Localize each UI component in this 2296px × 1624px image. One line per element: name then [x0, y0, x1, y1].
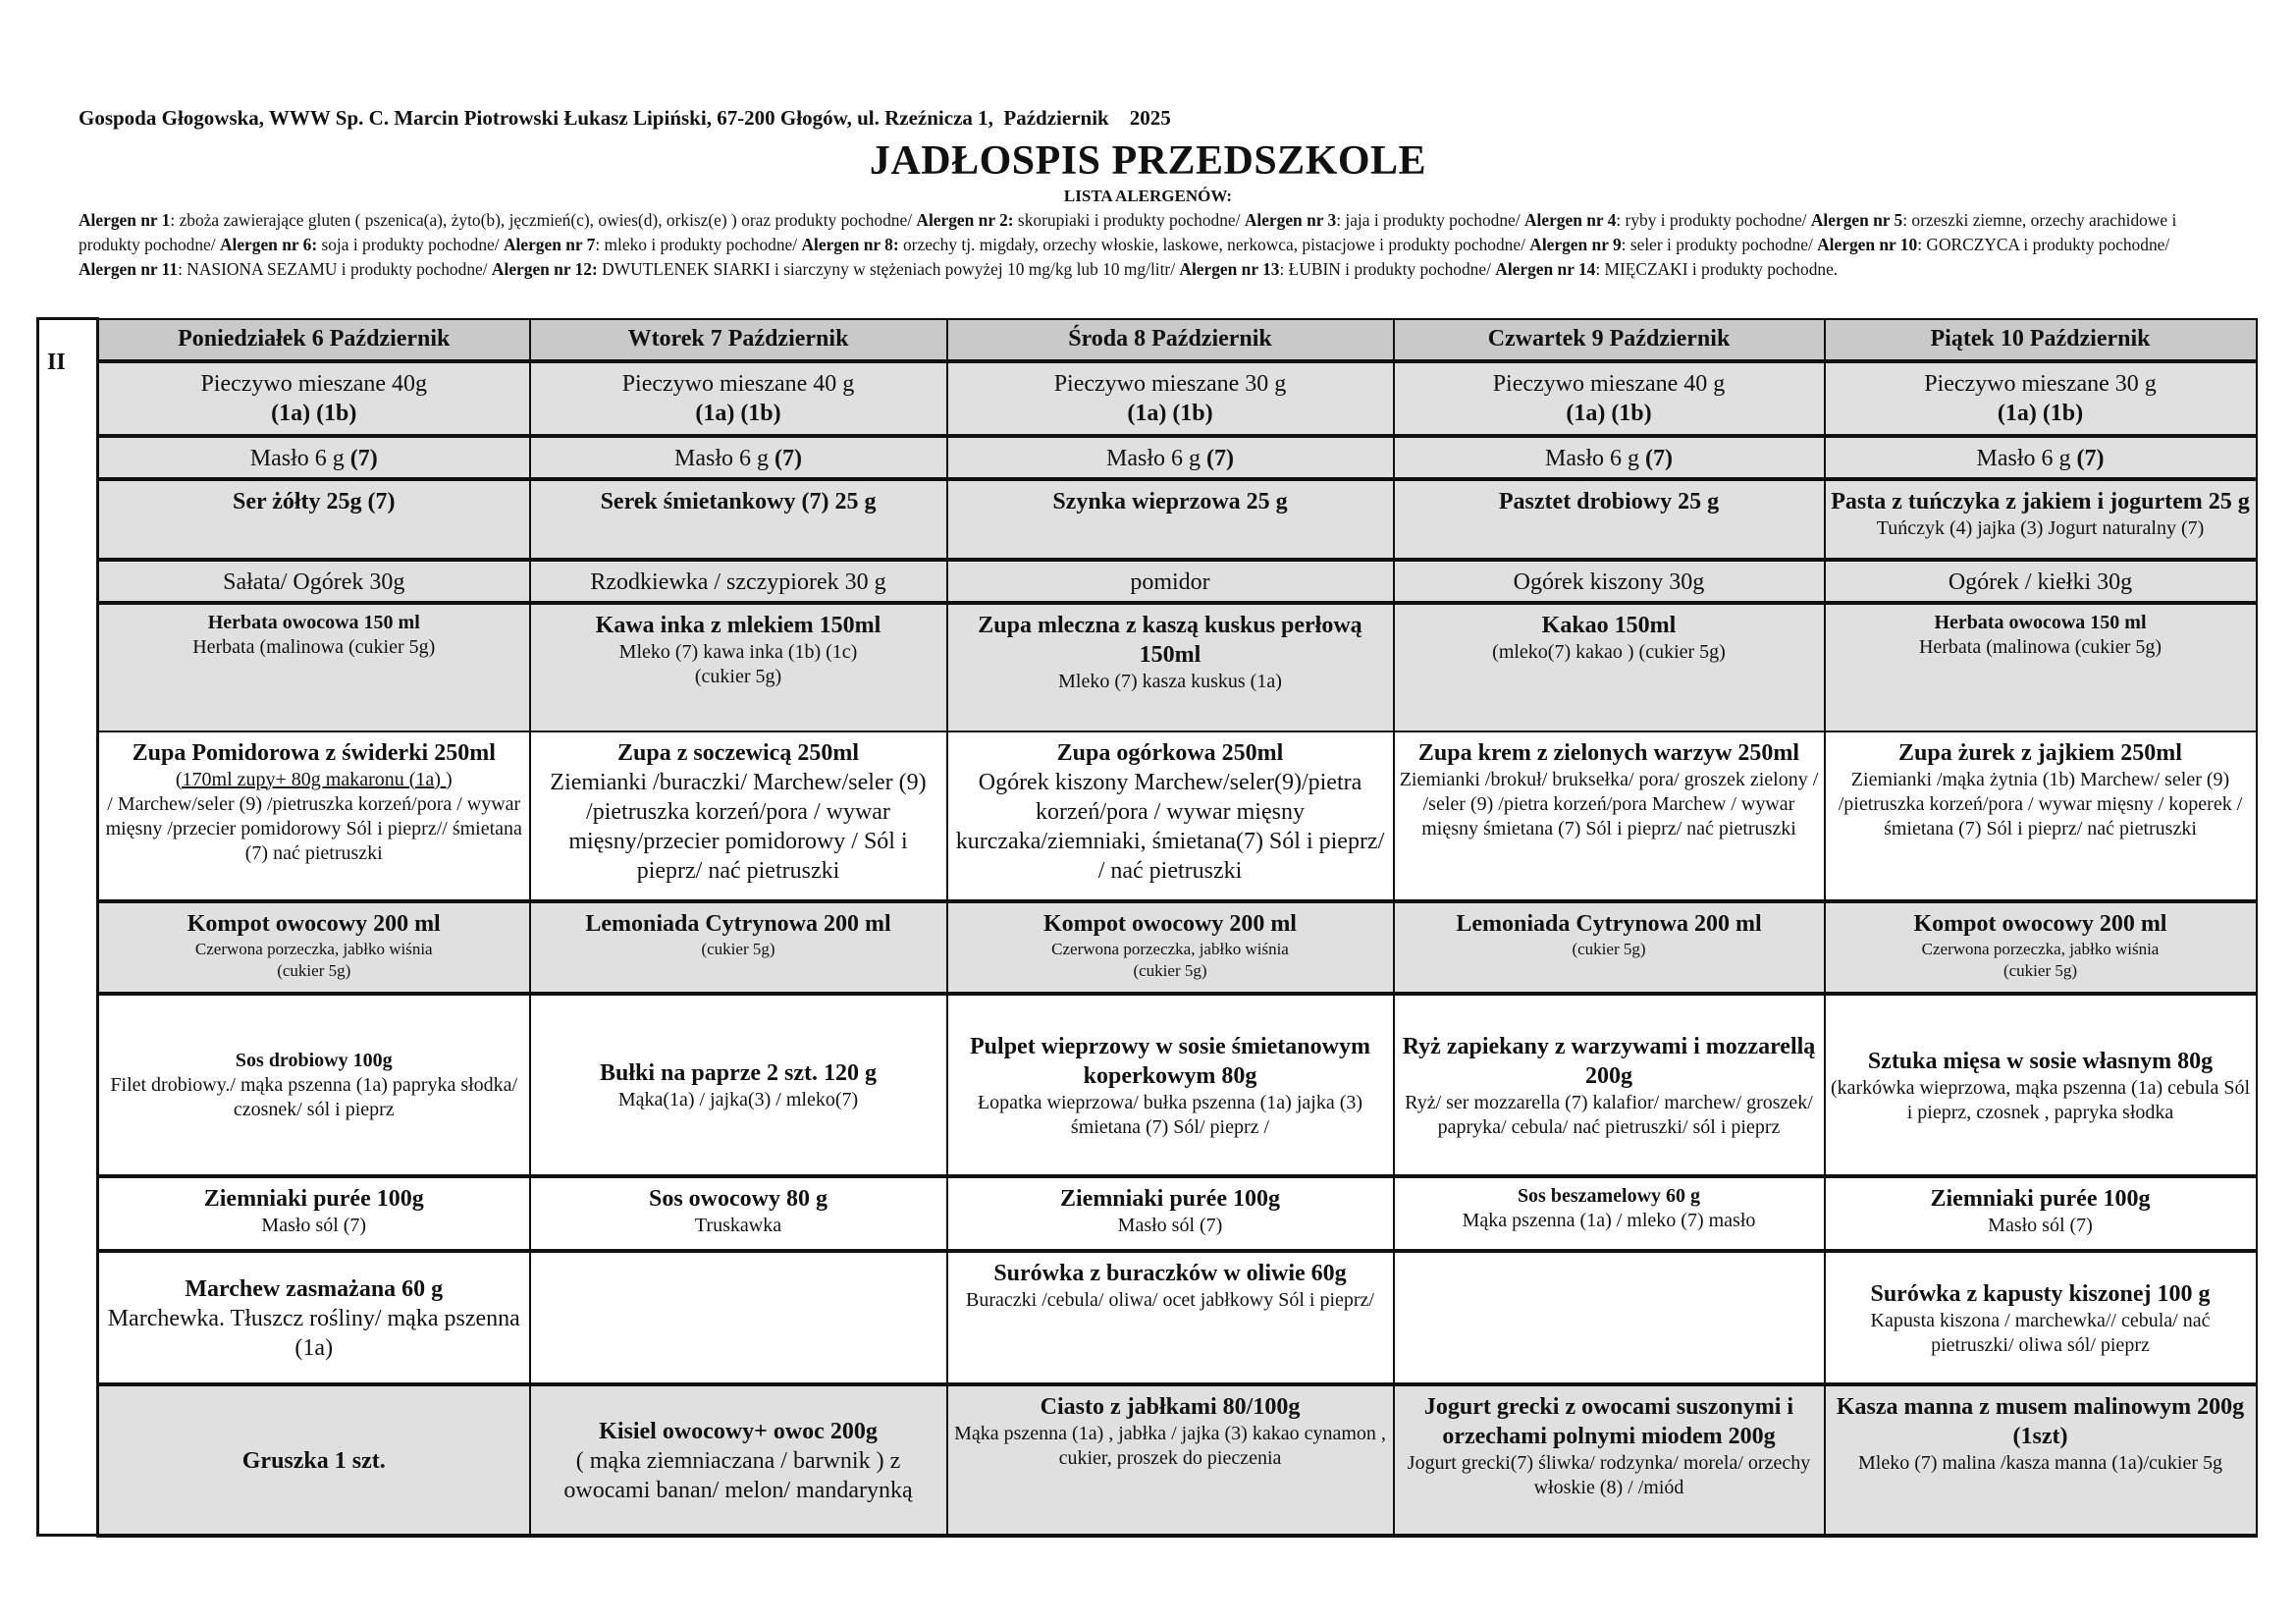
bread-name: Pieczywo mieszane 40g	[200, 370, 428, 397]
drink-detail: (cukier 5g)	[1133, 960, 1207, 980]
menu-row-vegetable	[38, 560, 2257, 603]
menu-row-spread	[38, 479, 2257, 560]
main-name: Ryż zapiekany z warzywami i mozzarellą 200g	[1402, 1033, 1816, 1089]
drink-detail: Czerwona porzeczka, jabłko wiśnia	[1051, 939, 1289, 958]
bread-name: Pieczywo mieszane 40 g	[621, 370, 855, 397]
drink-name: Kawa inka z mlekiem 150ml	[595, 612, 881, 638]
main-ingredients: Mąka(1a) / jajka(3) / mleko(7)	[617, 1089, 859, 1110]
day-header: Środa 8 Październik	[947, 319, 1394, 361]
menu-row-salad	[38, 1251, 2257, 1384]
dessert-name: Jogurt grecki z owocami suszonymi i orzechami polnymi miodem 200g	[1423, 1393, 1794, 1449]
bread-allergens: (1a) (1b)	[1997, 400, 2084, 426]
side-cell	[1825, 1176, 2257, 1251]
bread-cell	[530, 361, 947, 436]
allergen-label: Alergen nr 12:	[491, 259, 598, 279]
allergen-text: orzechy tj. migdały, orzechy włoskie, laskowe, nerkowca, pistacjowe i produkty pochodne/	[898, 235, 1530, 254]
dessert-ingredients: ( mąka ziemniaczana / barwnik ) z owocami banan/ melon/ mandarynką	[563, 1447, 913, 1503]
spread-cell	[1394, 479, 1825, 560]
spread-name: Szynka wieprzowa 25 g	[1052, 488, 1288, 514]
vegetable-cell	[1825, 560, 2257, 603]
spread-cell	[98, 479, 530, 560]
bread-name: Pieczywo mieszane 40 g	[1492, 370, 1726, 397]
day-header: Poniedziałek 6 Październik	[98, 319, 530, 361]
drink-detail: Herbata (malinowa (cukier 5g)	[1918, 635, 2163, 658]
main-cell	[947, 994, 1394, 1176]
butter-allergens: (7)	[1206, 445, 1234, 471]
salad-cell	[530, 1251, 947, 1384]
day-header: Wtorek 7 Październik	[530, 319, 947, 361]
butter-allergens: (7)	[349, 445, 378, 471]
soup-ingredients: / Marchew/seler (9) /pietruszka korzeń/pora / wywar mięsny /przecier pomidorowy Sól i pieprz// śmietana (7) nać pietruszki	[105, 792, 522, 864]
menu-row-breakfast-drink	[38, 603, 2257, 731]
breakfast-drink-cell	[947, 603, 1394, 731]
company-header: Gospoda Głogowska, WWW Sp. C. Marcin Piotrowski Łukasz Lipiński, 67-200 Głogów, ul. Rzeźnicza 1, Październik 2025	[79, 106, 1171, 130]
main-name: Sztuka mięsa w sosie własnym 80g	[1867, 1048, 2214, 1074]
butter-line	[1399, 444, 1820, 473]
soup-portion: (170ml zupy+ 80g makaronu (1a) )	[175, 768, 453, 790]
drink-name: Kompot owocowy 200 ml	[1913, 910, 2167, 937]
bread-name: Pieczywo mieszane 30 g	[1053, 370, 1287, 397]
breakfast-drink-cell	[1394, 603, 1825, 731]
salad-cell	[1825, 1251, 2257, 1384]
salad-ingredients: Kapusta kiszona / marchewka// cebula/ nać pietruszki/ oliwa sól/ pieprz	[1870, 1309, 2211, 1356]
allergen-text: : jaja i produkty pochodne/	[1336, 210, 1524, 230]
soup-cell	[947, 731, 1394, 901]
salad-name: Surówka z kapusty kiszonej 100 g	[1870, 1280, 2211, 1307]
butter-line	[103, 444, 525, 473]
allergen-label: Alergen nr 5	[1810, 210, 1903, 230]
allergen-label: Alergen nr 13	[1179, 259, 1280, 279]
main-ingredients: Łopatka wieprzowa/ bułka pszenna (1a) jajka (3) śmietana (7) Sól/ pieprz /	[977, 1091, 1363, 1138]
allergen-label: Alergen nr 6:	[219, 235, 318, 254]
menu-row-butter	[38, 436, 2257, 479]
dessert-name: Kisiel owocowy+ owoc 200g	[599, 1418, 878, 1444]
menu-row-bread	[38, 361, 2257, 436]
spread-name: Serek śmietankowy (7) 25 g	[600, 488, 877, 514]
main-ingredients: (karkówka wieprzowa, mąka pszenna (1a) cebula Sól i pieprz, czosnek , papryka słodka	[1830, 1076, 2251, 1123]
soup-ingredients: Ziemianki /mąka żytnia (1b) Marchew/ seler (9) /pietruszka korzeń/pora / wywar mięsny / koperek / śmietana (7) Sól i pieprz/ nać pietruszki	[1838, 768, 2243, 839]
spread-cell	[1825, 479, 2257, 560]
soup-name: Zupa ogórkowa 250ml	[1056, 739, 1284, 766]
bread-name: Pieczywo mieszane 30 g	[1924, 370, 2157, 397]
allergen-text: : GORCZYCA i produkty pochodne/	[1917, 235, 2170, 254]
vegetable-cell	[530, 560, 947, 603]
side-name: Sos owocowy 80 g	[648, 1185, 828, 1212]
lunch-drink-cell	[1394, 901, 1825, 994]
bread-cell	[1825, 361, 2257, 436]
day-header: Czwartek 9 Październik	[1394, 319, 1825, 361]
bread-allergens: (1a) (1b)	[1127, 400, 1213, 426]
salad-name: Surówka z buraczków w oliwie 60g	[993, 1260, 1347, 1286]
side-ingredients: Masło sól (7)	[1988, 1214, 2093, 1236]
soup-name: Zupa Pomidorowa z świderki 250ml	[132, 739, 496, 766]
day-header-row	[38, 319, 2257, 361]
drink-detail: Herbata (malinowa (cukier 5g)	[192, 635, 436, 658]
allergen-label: Alergen nr 1	[79, 210, 171, 230]
butter-allergens: (7)	[774, 445, 802, 471]
main-name: Bułki na paprze 2 szt. 120 g	[599, 1060, 878, 1086]
allergen-text: : orzeszki ziemne, orzechy arachidowe i produkty pochodne/	[79, 210, 2177, 254]
allergen-text: : ŁUBIN i produkty pochodne/	[1279, 259, 1496, 279]
vegetable-name: Ogórek / kiełki 30g	[1948, 568, 2133, 595]
page-title-text: JADŁOSPIS PRZEDSZKOLE	[869, 138, 1427, 184]
soup-name: Zupa żurek z jajkiem 250ml	[1898, 739, 2182, 766]
drink-name: Lemoniada Cytrynowa 200 ml	[585, 910, 891, 937]
drink-name: Kakao 150ml	[1541, 612, 1677, 638]
salad-ingredients: Marchewka. Tłuszcz rośliny/ mąka pszenna (1a)	[107, 1305, 520, 1361]
vegetable-name: Ogórek kiszony 30g	[1513, 568, 1705, 595]
butter-cell	[1825, 436, 2257, 479]
main-cell	[530, 994, 947, 1176]
main-cell	[1825, 994, 2257, 1176]
side-name: Ziemniaki purée 100g	[203, 1185, 424, 1212]
dessert-name: Kasza manna z musem malinowym 200g (1szt)	[1836, 1393, 2245, 1449]
allergen-text: : ryby i produkty pochodne/	[1616, 210, 1811, 230]
main-name: Sos drobiowy 100g	[235, 1050, 393, 1071]
soup-cell	[530, 731, 947, 901]
butter-name: Masło 6 g	[1106, 445, 1206, 471]
allergen-text: : NASIONA SEZAMU i produkty pochodne/	[178, 259, 492, 279]
drink-detail: (cukier 5g)	[2002, 960, 2078, 980]
allergen-text: soja i produkty pochodne/	[317, 235, 504, 254]
lunch-drink-cell	[530, 901, 947, 994]
lunch-drink-cell	[98, 901, 530, 994]
spread-cell	[947, 479, 1394, 560]
spread-name: Ser żółty 25g (7)	[232, 488, 396, 514]
allergen-text: : zboża zawierające gluten ( pszenica(a), żyto(b), jęczmień(c), owies(d), orkisz(e) ) oraz produkty pochodne/	[170, 210, 917, 230]
drink-name: Kompot owocowy 200 ml	[1043, 910, 1297, 937]
salad-cell	[1394, 1251, 1825, 1384]
spread-detail: Tuńczyk (4) jajka (3) Jogurt naturalny (7)	[1876, 516, 2205, 539]
drink-detail: (cukier 5g)	[1572, 939, 1646, 958]
breakfast-drink-cell	[98, 603, 530, 731]
vegetable-name: pomidor	[1130, 568, 1210, 595]
side-name: Ziemniaki purée 100g	[1930, 1185, 2151, 1212]
allergen-label: Alergen nr 3	[1244, 210, 1337, 230]
menu-table	[36, 317, 2258, 1538]
allergen-text: : mleko i produkty pochodne/	[595, 235, 802, 254]
side-ingredients: Masło sól (7)	[261, 1214, 367, 1236]
allergen-label: Alergen nr 10	[1817, 235, 1918, 254]
drink-detail: (mleko(7) kakao ) (cukier 5g)	[1492, 640, 1726, 663]
side-name: Sos beszamelowy 60 g	[1517, 1184, 1701, 1207]
dessert-cell	[1825, 1384, 2257, 1536]
allergen-label: Alergen nr 9	[1529, 235, 1622, 254]
side-ingredients: Truskawka	[694, 1214, 782, 1236]
salad-ingredients: Buraczki /cebula/ oliwa/ ocet jabłkowy Sól i pieprz/	[966, 1288, 1374, 1311]
allergen-text: : seler i produkty pochodne/	[1621, 235, 1818, 254]
allergen-label: Alergen nr 7	[503, 235, 596, 254]
dessert-name: Ciasto z jabłkami 80/100g	[1040, 1393, 1301, 1420]
menu-row-soup	[38, 731, 2257, 901]
side-ingredients: Masło sól (7)	[1117, 1214, 1223, 1236]
side-cell	[1394, 1176, 1825, 1251]
side-ingredients: Mąka pszenna (1a) / mleko (7) masło	[1462, 1209, 1756, 1231]
breakfast-drink-cell	[1825, 603, 2257, 731]
drink-detail: Czerwona porzeczka, jabłko wiśnia	[1921, 939, 2160, 958]
side-name: Ziemniaki purée 100g	[1059, 1185, 1280, 1212]
drink-detail: (cukier 5g)	[701, 939, 775, 958]
side-cell	[530, 1176, 947, 1251]
soup-name: Zupa z soczewicą 250ml	[617, 739, 859, 766]
dessert-cell	[947, 1384, 1394, 1536]
allergen-label: Alergen nr 8:	[801, 235, 899, 254]
side-cell	[947, 1176, 1394, 1251]
menu-row-lunch-drink	[38, 901, 2257, 994]
week-label: II	[38, 319, 98, 1536]
bread-cell	[947, 361, 1394, 436]
menu-row-side	[38, 1176, 2257, 1251]
spread-name: Pasta z tuńczyka z jakiem i jogurtem 25 g	[1831, 488, 2250, 514]
butter-name: Masło 6 g	[249, 445, 350, 471]
vegetable-cell	[98, 560, 530, 603]
allergen-list	[79, 208, 2228, 282]
soup-ingredients: Ogórek kiszony Marchew/seler(9)/pietra korzeń/pora / wywar mięsny kurczaka/ziemniaki, śmietana(7) Sól i pieprz/ / nać pietruszki	[955, 769, 1385, 884]
allergen-text: DWUTLENEK SIARKI i siarczyny w stężeniach powyżej 10 mg/kg lub 10 mg/litr/	[597, 259, 1180, 279]
drink-detail: (cukier 5g)	[694, 665, 782, 687]
salad-cell	[98, 1251, 530, 1384]
menu-row-main	[38, 994, 2257, 1176]
salad-cell	[947, 1251, 1394, 1384]
bread-allergens: (1a) (1b)	[271, 400, 357, 426]
soup-cell	[1394, 731, 1825, 901]
drink-name: Zupa mleczna z kaszą kuskus perłową 150ml	[978, 612, 1362, 668]
butter-name: Masło 6 g	[1976, 445, 2077, 471]
drink-detail: Czerwona porzeczka, jabłko wiśnia	[194, 939, 433, 958]
butter-allergens: (7)	[1645, 445, 1673, 471]
lunch-drink-cell	[947, 901, 1394, 994]
dessert-cell	[98, 1384, 530, 1536]
allergen-text: : MIĘCZAKI i produkty pochodne.	[1595, 259, 1839, 279]
salad-name: Marchew zasmażana 60 g	[185, 1275, 444, 1302]
vegetable-cell	[1394, 560, 1825, 603]
main-cell	[98, 994, 530, 1176]
butter-line	[1830, 444, 2252, 473]
drink-name: Herbata owocowa 150 ml	[207, 611, 420, 633]
main-ingredients: Ryż/ ser mozzarella (7) kalafior/ marchew/ groszek/ papryka/ cebula/ nać pietruszki/ sól i pieprz	[1405, 1091, 1813, 1138]
butter-cell	[947, 436, 1394, 479]
dessert-name: Gruszka 1 szt.	[241, 1447, 386, 1474]
drink-name: Lemoniada Cytrynowa 200 ml	[1456, 910, 1762, 937]
allergen-label: Alergen nr 14	[1495, 259, 1596, 279]
allergen-list-title: LISTA ALERGENÓW:	[1063, 187, 1233, 205]
soup-cell	[1825, 731, 2257, 901]
bread-allergens: (1a) (1b)	[695, 400, 781, 426]
main-cell	[1394, 994, 1825, 1176]
soup-name: Zupa krem z zielonych warzyw 250ml	[1417, 739, 1800, 766]
drink-detail: (cukier 5g)	[277, 960, 351, 980]
spread-cell	[530, 479, 947, 560]
vegetable-name: Sałata/ Ogórek 30g	[223, 568, 405, 595]
breakfast-drink-cell	[530, 603, 947, 731]
dessert-ingredients: Mąka pszenna (1a) , jabłka / jajka (3) kakao cynamon , cukier, proszek do pieczenia	[954, 1422, 1386, 1469]
page-title	[0, 137, 2296, 185]
butter-name: Masło 6 g	[674, 445, 774, 471]
side-cell	[98, 1176, 530, 1251]
vegetable-name: Rzodkiewka / szczypiorek 30 g	[590, 568, 886, 595]
bread-allergens: (1a) (1b)	[1566, 400, 1652, 426]
lunch-drink-cell	[1825, 901, 2257, 994]
allergen-label: Alergen nr 4	[1523, 210, 1617, 230]
butter-line	[952, 444, 1389, 473]
bread-cell	[1394, 361, 1825, 436]
dessert-ingredients: Mleko (7) malina /kasza manna (1a)/cukier 5g	[1858, 1451, 2222, 1474]
drink-name: Herbata owocowa 150 ml	[1934, 611, 2147, 633]
butter-allergens: (7)	[2076, 445, 2105, 471]
soup-ingredients: Ziemianki /buraczki/ Marchew/seler (9) /pietruszka korzeń/pora / wywar mięsny/przecier pomidorowy / Sól i pieprz/ nać pietruszki	[550, 769, 927, 884]
day-header: Piątek 10 Październik	[1825, 319, 2257, 361]
butter-cell	[530, 436, 947, 479]
vegetable-cell	[947, 560, 1394, 603]
allergen-label: Alergen nr 11	[79, 259, 179, 279]
main-ingredients: Filet drobiowy./ mąka pszenna (1a) papryka słodka/ czosnek/ sól i pieprz	[110, 1074, 518, 1120]
butter-line	[535, 444, 942, 473]
drink-detail: Mleko (7) kawa inka (1b) (1c)	[618, 640, 858, 663]
main-name: Pulpet wieprzowy w sosie śmietanowym koperkowym 80g	[970, 1033, 1370, 1089]
soup-cell	[98, 731, 530, 901]
butter-cell	[98, 436, 530, 479]
menu-row-dessert	[38, 1384, 2257, 1536]
spread-name: Pasztet drobiowy 25 g	[1498, 488, 1720, 514]
allergen-label: Alergen nr 2:	[916, 210, 1014, 230]
drink-name: Kompot owocowy 200 ml	[187, 910, 441, 937]
drink-detail: Mleko (7) kasza kuskus (1a)	[1058, 670, 1282, 692]
butter-name: Masło 6 g	[1545, 445, 1645, 471]
dessert-cell	[1394, 1384, 1825, 1536]
bread-cell	[98, 361, 530, 436]
allergen-text: skorupiaki i produkty pochodne/	[1013, 210, 1245, 230]
soup-ingredients: Ziemianki /brokuł/ bruksełka/ pora/ groszek zielony / /seler (9) /pietra korzeń/pora Marchew / wywar mięsny śmietana (7) Sól i pieprz/ nać pietruszki	[1399, 768, 1819, 839]
dessert-cell	[530, 1384, 947, 1536]
butter-cell	[1394, 436, 1825, 479]
dessert-ingredients: Jogurt grecki(7) śliwka/ rodzynka/ morela/ orzechy włoskie (8) / /miód	[1407, 1451, 1811, 1498]
